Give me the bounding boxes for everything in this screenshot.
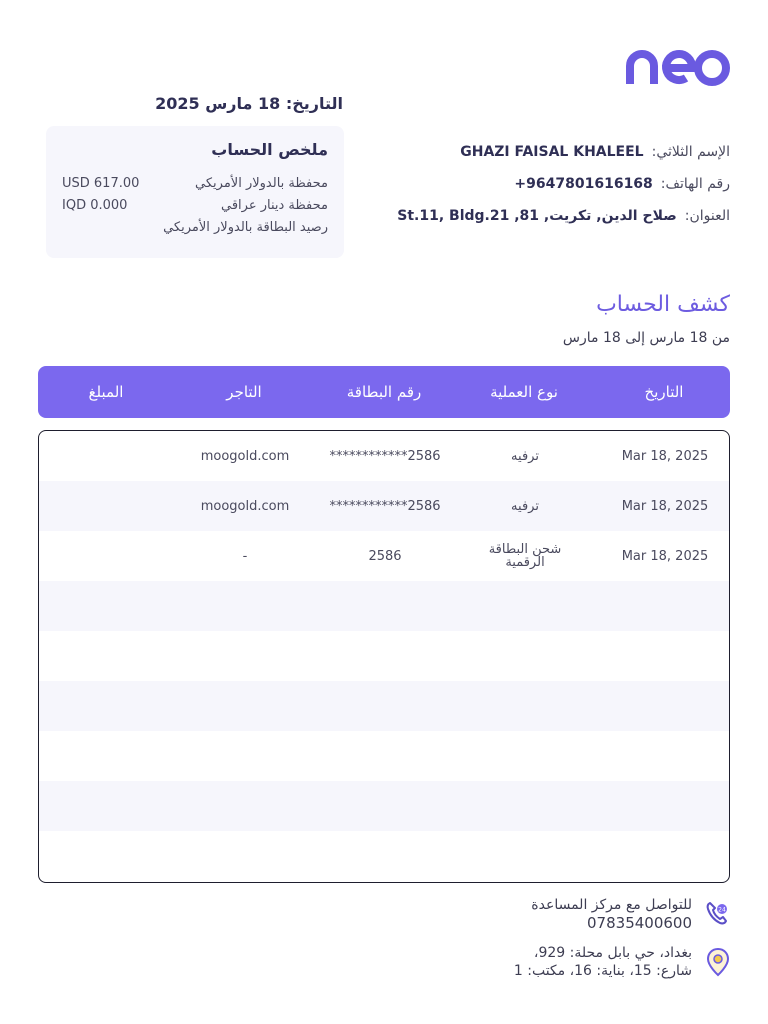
summary-row	[62, 220, 328, 240]
empty-row	[39, 631, 729, 681]
address-line-2: شارع: 15، بناية: 16، مكتب: 1	[513, 963, 692, 979]
cell-card: ************2586	[329, 448, 441, 464]
customer-phone: +9647801616168	[514, 176, 653, 192]
cell-card: ************2586	[329, 498, 441, 514]
summary-label: محفظة دينار عراقي	[221, 198, 328, 213]
customer-name-row	[460, 144, 730, 166]
summary-label: رصيد البطاقة بالدولار الأمريكي	[163, 220, 328, 235]
cell-merchant: -	[242, 548, 248, 564]
empty-row	[39, 581, 729, 631]
cell-date: Mar 18, 2025	[621, 548, 709, 564]
table-row	[39, 481, 729, 531]
summary-title: ملخص الحساب	[211, 140, 328, 159]
summary-label: محفظة بالدولار الأمريكي	[195, 176, 328, 191]
column-header-merchant: التاجر	[226, 383, 262, 401]
statement-date: التاريخ: 18 مارس 2025	[155, 94, 343, 113]
summary-row	[62, 176, 328, 196]
cell-type: ترفيه	[511, 448, 539, 464]
table-row	[39, 431, 729, 481]
empty-row	[39, 681, 729, 731]
cell-type: شحن البطاقة الرقمية	[488, 542, 562, 570]
column-header-type: نوع العملية	[490, 383, 558, 401]
support-contact	[531, 896, 692, 932]
cell-amount	[39, 481, 175, 531]
cell-type: ترفيه	[511, 498, 539, 514]
cell-merchant: moogold.com	[200, 448, 290, 464]
customer-address-row	[397, 208, 730, 230]
statement-title: كشف الحساب	[596, 292, 730, 317]
neo-logo	[624, 46, 732, 86]
customer-name-label: الإسم الثلاثي:	[651, 144, 730, 160]
customer-address: صلاح الدين, تكريت, 81, St.11, Bldg.21	[397, 208, 677, 224]
address-line-1: بغداد، حي بابل محلة: 929،	[533, 945, 692, 961]
cell-amount	[39, 531, 175, 581]
table-row	[39, 531, 729, 581]
customer-phone-row	[514, 176, 730, 198]
support-label: للتواصل مع مركز المساعدة	[531, 897, 692, 913]
empty-row	[39, 831, 729, 881]
summary-value: USD 617.00	[62, 176, 140, 191]
phone-icon	[704, 898, 730, 928]
customer-address-label: العنوان:	[684, 208, 730, 224]
cell-date: Mar 18, 2025	[621, 448, 709, 464]
location-pin-icon	[705, 947, 731, 977]
svg-text:24: 24	[718, 906, 726, 914]
customer-phone-label: رقم الهاتف:	[660, 176, 730, 192]
summary-value: IQD 0.000	[62, 198, 128, 213]
office-address	[514, 944, 692, 980]
account-summary-card	[46, 126, 344, 258]
column-header-amount: المبلغ	[88, 383, 124, 401]
empty-row	[39, 781, 729, 831]
statement-period: من 18 مارس إلى 18 مارس	[562, 330, 730, 346]
support-phone[interactable]: 07835400600	[587, 914, 692, 932]
cell-amount	[39, 431, 175, 481]
customer-name: GHAZI FAISAL KHALEEL	[460, 144, 644, 160]
summary-row	[62, 198, 328, 218]
cell-card: 2586	[368, 548, 402, 564]
transactions-table-header	[38, 366, 730, 418]
empty-row	[39, 731, 729, 781]
transactions-table	[38, 430, 730, 883]
column-header-card: رقم البطاقة	[346, 383, 422, 401]
cell-date: Mar 18, 2025	[621, 498, 709, 514]
cell-merchant: moogold.com	[200, 498, 290, 514]
column-header-date: التاريخ	[644, 383, 684, 401]
